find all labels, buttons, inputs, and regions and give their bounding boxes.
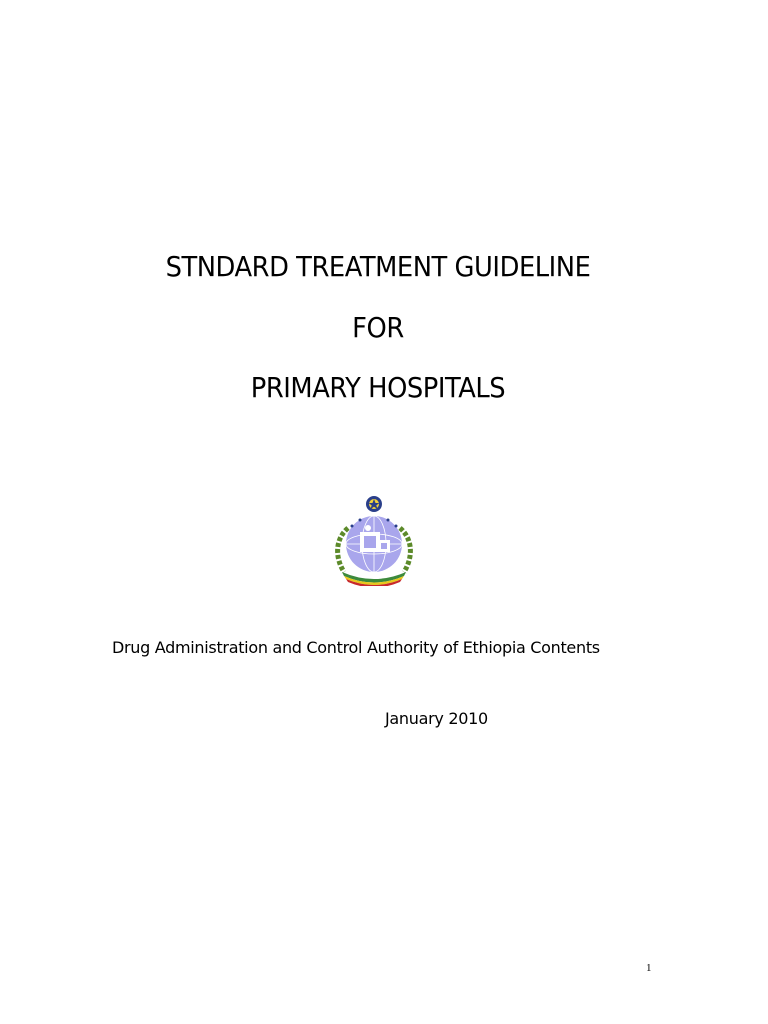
title-line-1: STNDARD TREATMENT GUIDELINE <box>165 250 591 283</box>
title-line-3: PRIMARY HOSPITALS <box>250 371 506 404</box>
publication-date: January 2010 <box>385 709 488 728</box>
authority-emblem-icon <box>330 494 418 586</box>
authority-name: Drug Administration and Control Authority of Ethiopia Contents <box>112 638 600 657</box>
title-line-2: FOR <box>352 311 404 344</box>
emblem-wreath-left <box>338 528 348 572</box>
page-number: 1 <box>646 962 652 974</box>
emblem-wreath-right <box>400 528 410 572</box>
